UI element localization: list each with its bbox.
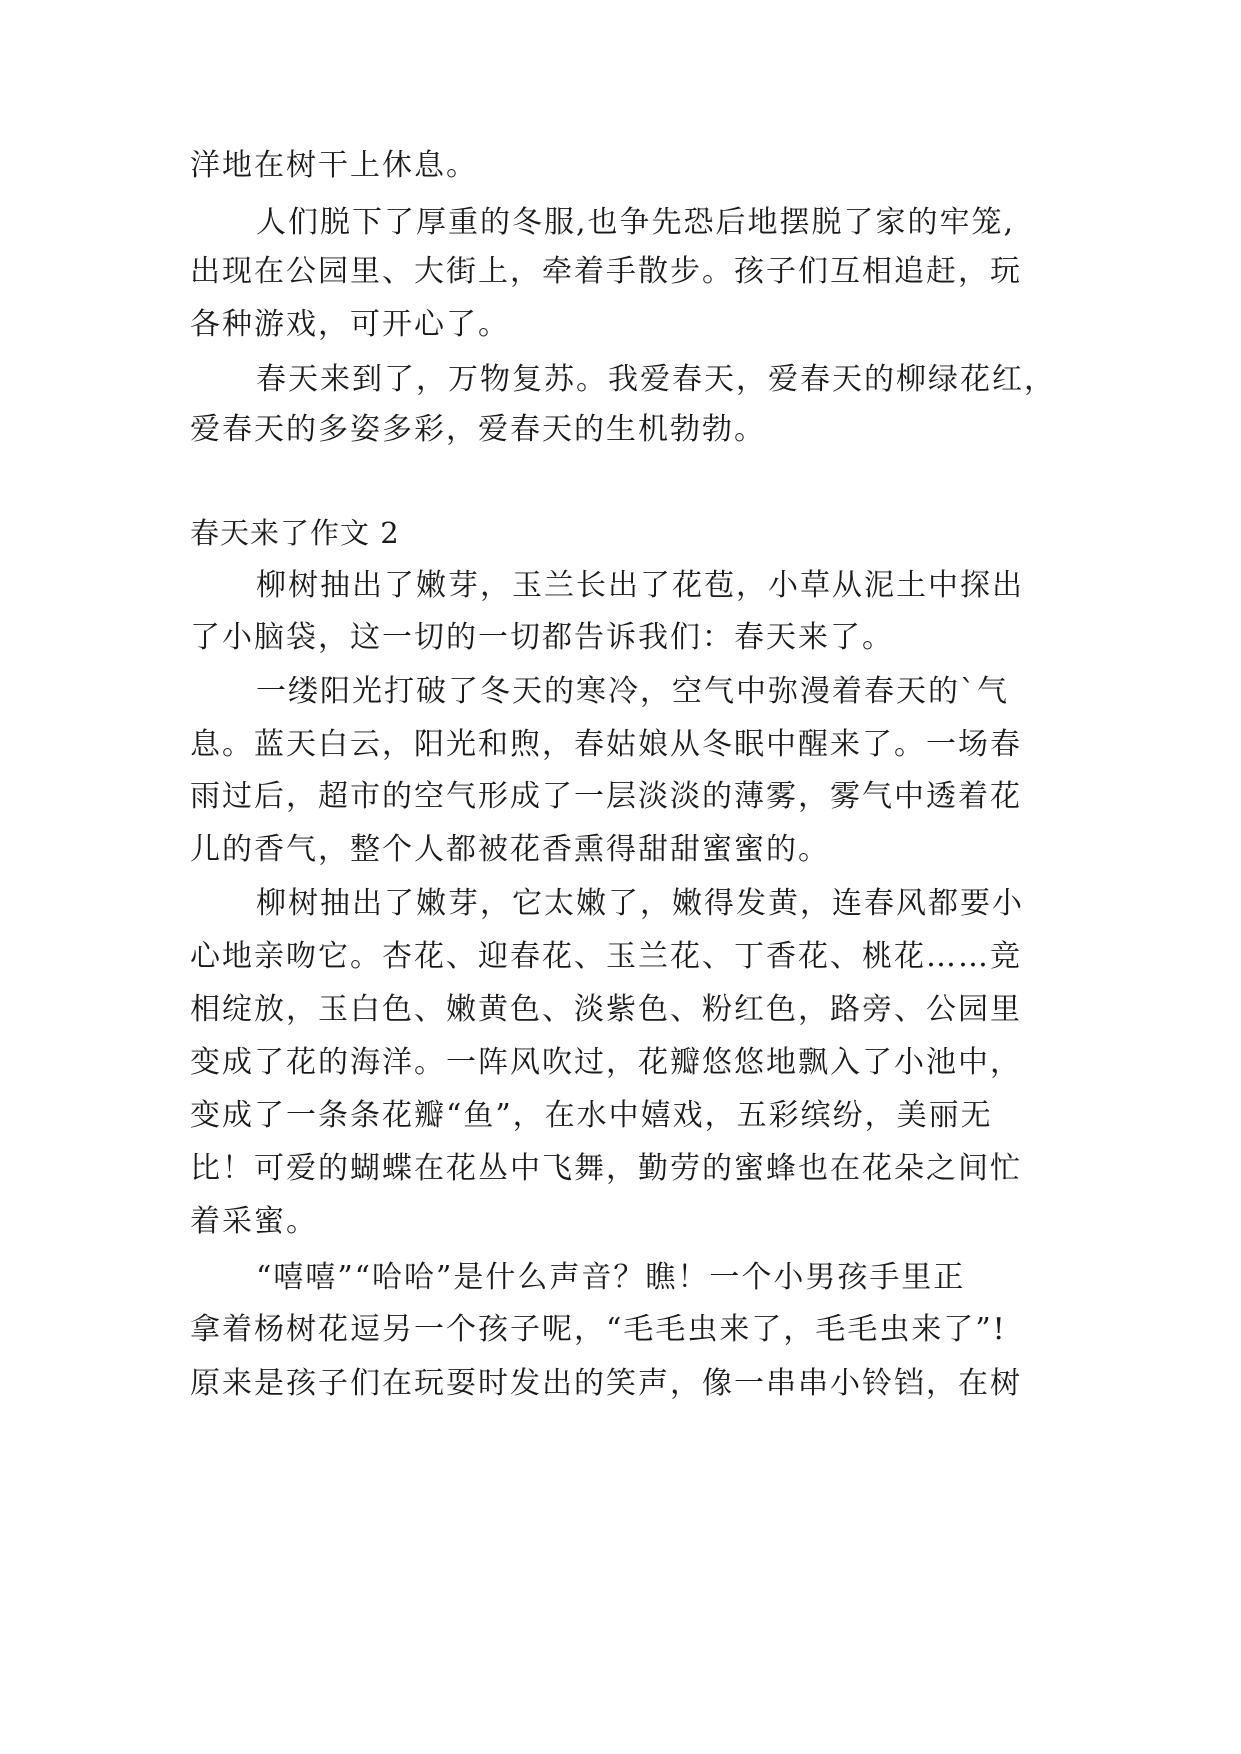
text-line: 各种游戏，可开心了。 [190,307,510,342]
text-line: 了小脑袋，这一切的一切都告诉我们：春天来了。 [190,620,894,655]
text-line: 儿的香气，整个人都被花香熏得甜甜蜜蜜的。 [190,832,830,867]
paragraph-first-line: 柳树抽出了嫩芽，玉兰长出了花苞，小草从泥土中探出 [256,568,1024,603]
paragraph-first-line: 春天来到了，万物复苏。我爱春天，爱春天的柳绿花红， [256,362,1056,397]
text-line: 变成了一条条花瓣“鱼”，在水中嬉戏，五彩缤纷，美丽无 [190,1098,993,1133]
text-line: 原来是孩子们在玩耍时发出的笑声，像一串串小铃铛，在树 [190,1366,1022,1401]
text-line: 变成了花的海洋。一阵风吹过，花瓣悠悠地飘入了小池中， [190,1045,1022,1080]
section-heading: 春天来了作文 2 [190,516,400,550]
text-line: 雨过后，超市的空气形成了一层淡淡的薄雾，雾气中透着花 [190,779,1022,814]
text-line: 息。蓝天白云，阳光和煦，春姑娘从冬眠中醒来了。一场春 [190,727,1022,762]
paragraph-first-line: 柳树抽出了嫩芽，它太嫩了，嫩得发黄，连春风都要小 [256,886,1024,921]
text-line: 比！可爱的蝴蝶在花丛中飞舞，勤劳的蜜蜂也在花朵之间忙 [190,1151,1022,1186]
text-line: 着采蜜。 [190,1204,318,1239]
paragraph-first-line: 一缕阳光打破了冬天的寒冷，空气中弥漫着春天的`气 [256,674,1009,709]
paragraph-first-line: “嘻嘻”“哈哈”是什么声音？瞧！一个小男孩手里正 [256,1260,966,1295]
text-line: 爱春天的多姿多彩，爱春天的生机勃勃。 [190,412,766,447]
text-line: 相绽放，玉白色、嫩黄色、淡紫色、粉红色，路旁、公园里 [190,992,1022,1027]
text-line: 心地亲吻它。杏花、迎春花、玉兰花、丁香花、桃花……竞 [190,939,1022,974]
text-line: 洋地在树干上休息。 [190,148,478,183]
paragraph-first-line: 人们脱下了厚重的冬服,也争先恐后地摆脱了家的牢笼, [256,205,1016,240]
text-line: 拿着杨树花逗另一个孩子呢，“毛毛虫来了，毛毛虫来了”! [190,1312,1007,1347]
text-line: 出现在公园里、大街上，牵着手散步。孩子们互相追赶，玩 [190,254,1022,289]
